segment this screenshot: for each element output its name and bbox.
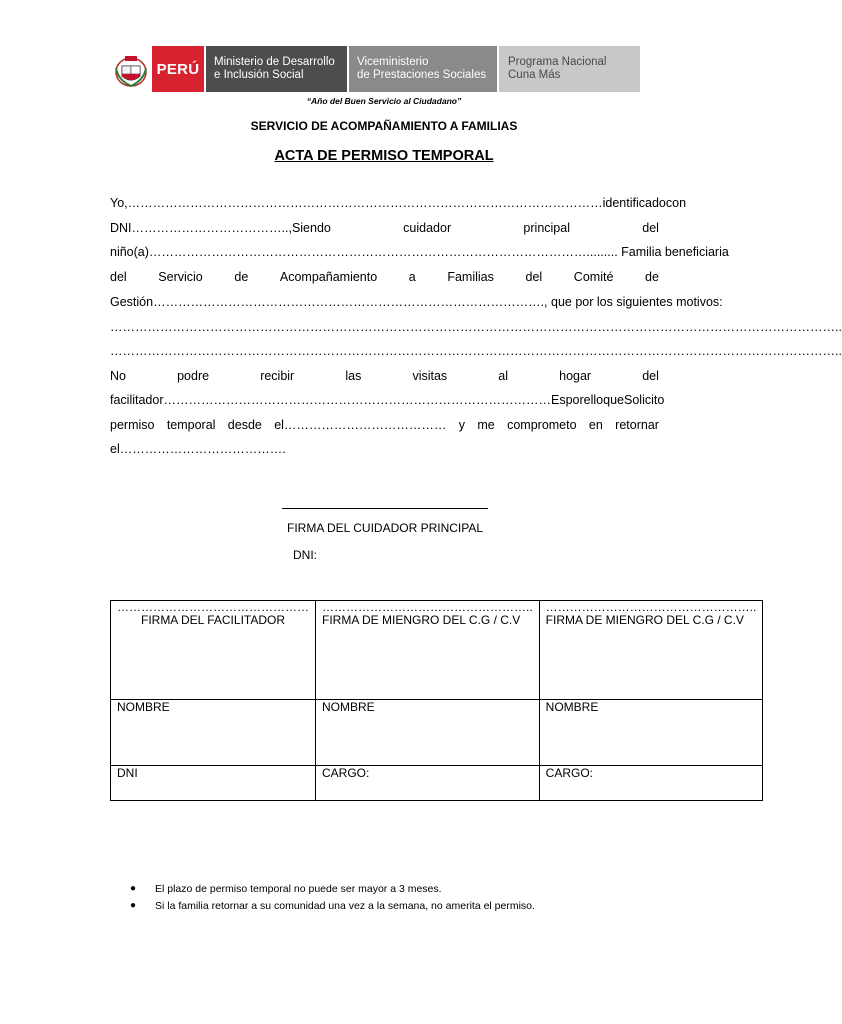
vice-ministry-block [347, 46, 497, 92]
signature-line [282, 508, 488, 509]
body-word: a [408, 270, 416, 284]
service-title: SERVICIO DE ACOMPAÑAMIENTO A FAMILIAS [250, 119, 518, 133]
body-word: DNI………………………………..,Siendo [110, 221, 331, 235]
body-line [110, 196, 687, 214]
name-cell: NOMBRE [316, 700, 540, 766]
body-line [110, 320, 842, 338]
body-line [110, 393, 665, 411]
dni-label: DNI: [293, 548, 317, 562]
body-word: facilitador…………………………………………………………………………………Es [110, 393, 566, 407]
body-word: visitas [412, 369, 448, 383]
signature-table [110, 600, 763, 801]
header-banner [110, 46, 640, 92]
body-word: temporal [166, 418, 216, 432]
peru-badge: PERÚ [152, 46, 204, 92]
cargo-cell: CARGO: [539, 766, 763, 801]
body-word: ello [583, 393, 604, 407]
facilitator-signature-label: FIRMA DEL FACILITADOR [140, 613, 286, 627]
body-word: el………………………………… [274, 418, 447, 432]
bullet-icon: ● [130, 883, 137, 894]
program-line-1: Programa Nacional [508, 56, 607, 68]
body-word: de [645, 270, 659, 284]
body-word: del [642, 221, 659, 235]
dni-cell: DNI [111, 766, 316, 801]
body-line [110, 270, 659, 288]
body-line [110, 344, 842, 362]
vice-ministry-line-2: de Prestaciones Sociales [357, 69, 487, 81]
body-line [110, 418, 659, 436]
signature-label: FIRMA DEL CUIDADOR PRINCIPAL [287, 521, 484, 535]
member-signature-cell [539, 601, 763, 700]
vice-ministry-line-1: Viceministerio [357, 56, 429, 68]
body-word: Comité [573, 270, 614, 284]
body-word: y [458, 418, 466, 432]
bullet-icon: ● [130, 900, 137, 911]
body-line [110, 221, 659, 239]
body-word: que [603, 393, 624, 407]
ministry-block [204, 46, 347, 92]
body-word: con [665, 196, 687, 210]
body-word: No [110, 369, 126, 383]
body-word: principal [523, 221, 570, 235]
body-word: Yo [110, 196, 125, 210]
notes-list [130, 883, 535, 917]
body-word: del [525, 270, 543, 284]
body-word: Servicio [158, 270, 203, 284]
body-word: hogar [559, 369, 592, 383]
document-title: ACTA DE PERMISO TEMPORAL [274, 148, 494, 164]
body-word: recibir [260, 369, 295, 383]
body-word: Familias [447, 270, 494, 284]
body-word: me [477, 418, 495, 432]
motto: “Año del Buen Servicio al Ciudadano” [306, 96, 462, 106]
signature-dots: …………………………………………….. [322, 600, 533, 614]
body-word: del [642, 369, 659, 383]
body-word: podre [177, 369, 210, 383]
table-row [111, 766, 763, 801]
name-cell: NOMBRE [539, 700, 763, 766]
facilitator-signature-cell [111, 601, 316, 700]
body-line [110, 369, 659, 387]
body-word: por [565, 393, 584, 407]
table-row [111, 601, 763, 700]
member-signature-label: FIRMA DE MIENGRO DEL C.G / C.V [322, 613, 521, 627]
body-word: Acompañamiento [279, 270, 378, 284]
body-word: en [588, 418, 603, 432]
member-signature-label: FIRMA DE MIENGRO DEL C.G / C.V [545, 613, 744, 627]
body-word: ………………………………………………………………………………………………………………………………………………………….. [110, 344, 842, 358]
body-word: desde [227, 418, 262, 432]
list-item [130, 883, 535, 900]
body-word: retornar [615, 418, 659, 432]
body-word: Gestión…………………………………………………………………………………., que por los siguientes motivos: [110, 295, 723, 309]
body-word: del [110, 270, 127, 284]
ministry-line-2: e Inclusión Social [214, 69, 304, 81]
signature-dots: ………………………………………… [117, 600, 309, 614]
body-line [110, 442, 659, 460]
body-line [110, 245, 729, 263]
body-word: al [498, 369, 509, 383]
body-word: permiso [110, 418, 155, 432]
body-word: ………………………………………………………………………………………………………………………………………………………….. [110, 320, 842, 334]
member-signature-cell [316, 601, 540, 700]
name-cell: NOMBRE [111, 700, 316, 766]
body-word: comprometo [507, 418, 577, 432]
list-item [130, 900, 535, 917]
cargo-cell: CARGO: [316, 766, 540, 801]
body-word: niño(a)……………………………………………………………………………………………......... Familia beneficiaria [110, 245, 729, 259]
table-row [111, 700, 763, 766]
body-word: las [345, 369, 362, 383]
body-line [110, 295, 723, 313]
body-word: de [234, 270, 249, 284]
body-word: cuidador [403, 221, 452, 235]
body-word: el…………………………………. [110, 442, 286, 456]
note-text: El plazo de permiso temporal no puede ser mayor a 3 meses. [155, 883, 442, 895]
note-text: Si la familia retornar a su comunidad una vez a la semana, no amerita el permiso. [155, 900, 535, 912]
signature-dots: …………………………………………….. [545, 600, 757, 614]
ministry-line-1: Ministerio de Desarrollo [214, 56, 335, 68]
body-word: Solicito [624, 393, 665, 407]
coat-of-arms-icon [110, 46, 152, 92]
program-line-2: Cuna Más [508, 69, 561, 81]
body-word: ,……………………………………………………………………………………………………identificado [124, 196, 666, 210]
program-block [497, 46, 640, 92]
